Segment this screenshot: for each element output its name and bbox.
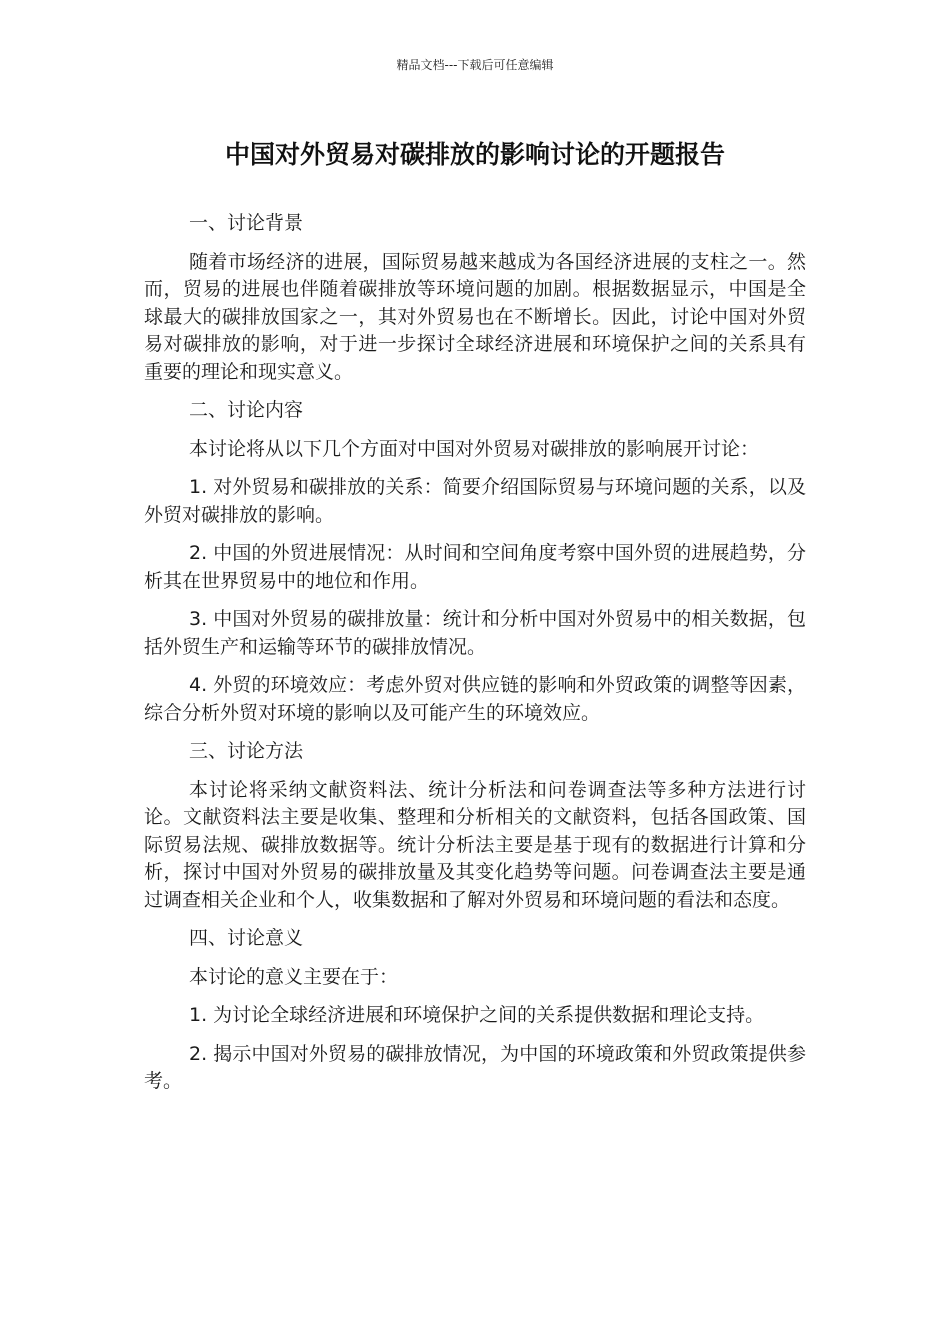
document-body [144,210,806,1107]
document-title: 中国对外贸易对碳排放的影响讨论的开题报告 [224,140,725,169]
paragraph-significance-intro: 本讨论的意义主要在于： [189,965,399,988]
page-header: 精品文档---下载后可任意编辑 [396,58,554,72]
paragraph-content-item-3: 3. 中国对外贸易的碳排放量：统计和分析中国对外贸易中的相关数据，包括外贸生产和运输等环节的碳排放情况。 [144,608,806,658]
section-heading-content: 二、讨论内容 [189,399,304,421]
paragraph-content-item-1: 1. 对外贸易和碳排放的关系：简要介绍国际贸易与环境问题的关系，以及外贸对碳排放的影响。 [144,476,806,526]
section-heading-significance: 四、讨论意义 [189,927,304,949]
paragraph-content-item-2: 2. 中国的外贸进展情况：从时间和空间角度考察中国外贸的进展趋势，分析其在世界贸易中的地位和作用。 [144,542,806,592]
paragraph-methods: 本讨论将采纳文献资料法、统计分析法和问卷调查法等多种方法进行讨论。文献资料法主要是收集、整理和分析相关的文献资料，包括各国政策、国际贸易法规、碳排放数据等。统计分析法主要是基于现有的数据进行计算和分析，探讨中国对外贸易的碳排放量及其变化趋势等问题。问卷调查法主要是通过调查相关企业和个人，收集数据和了解对外贸易和环境问题的看法和态度。 [144,778,806,911]
section-heading-methods: 三、讨论方法 [189,740,304,762]
paragraph-significance-item-2: 2. 揭示中国对外贸易的碳排放情况，为中国的环境政策和外贸政策提供参考。 [144,1042,806,1092]
paragraph-background: 随着市场经济的进展，国际贸易越来越成为各国经济进展的支柱之一。然而，贸易的进展也伴随着碳排放等环境问题的加剧。根据数据显示，中国是全球最大的碳排放国家之一，其对外贸易也在不断增长。因此，讨论中国对外贸易对碳排放的影响，对于进一步探讨全球经济进展和环境保护之间的关系具有重要的理论和现实意义。 [144,250,806,383]
paragraph-content-item-4: 4. 外贸的环境效应：考虑外贸对供应链的影响和外贸政策的调整等因素，综合分析外贸对环境的影响以及可能产生的环境效应。 [144,674,806,724]
paragraph-significance-item-1: 1. 为讨论全球经济进展和环境保护之间的关系提供数据和理论支持。 [189,1004,765,1026]
section-heading-background: 一、讨论背景 [189,212,304,234]
paragraph-content-intro: 本讨论将从以下几个方面对中国对外贸易对碳排放的影响展开讨论： [189,437,760,460]
